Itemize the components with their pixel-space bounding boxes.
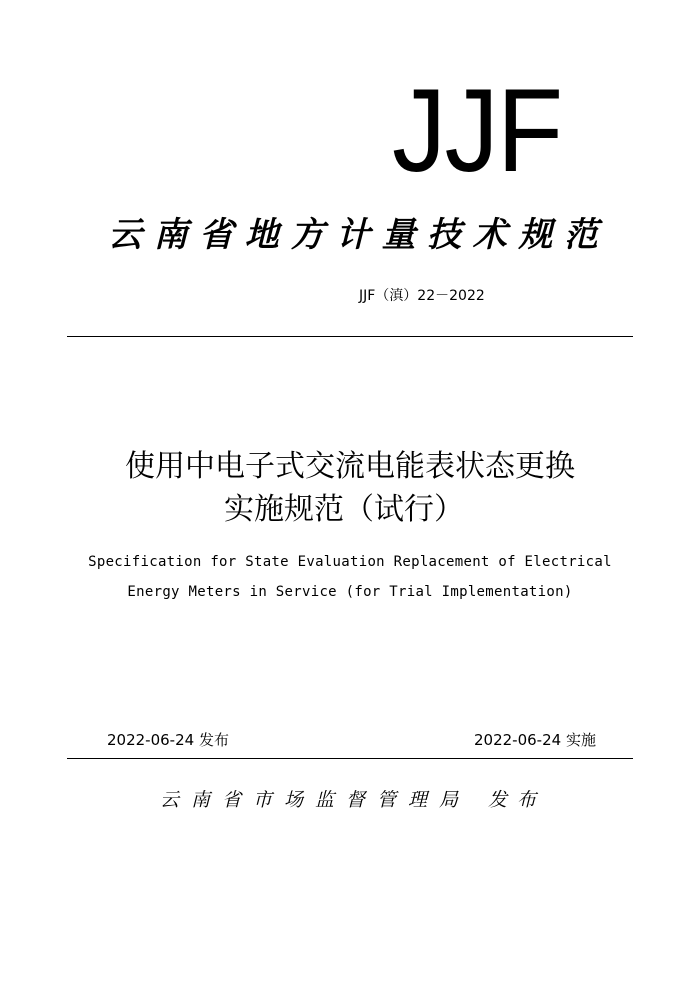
standard-type-char: 术	[472, 215, 507, 255]
issuer-char: 监	[314, 789, 334, 811]
issuing-authority	[158, 787, 546, 813]
issuer-char: 局	[438, 789, 458, 811]
issuer-char: 管	[376, 789, 396, 811]
bottom-divider	[67, 758, 633, 759]
issuer-char: 云	[159, 789, 179, 811]
issuer-char: 场	[283, 789, 303, 811]
title-cn-line-1: 使用中电子式交流电能表状态更换	[125, 449, 575, 484]
issuer-char: 理	[407, 789, 427, 811]
issuer-char: 市	[252, 789, 272, 811]
standard-type-char: 云	[108, 215, 142, 255]
title-en-line-2: Energy Meters in Service (for Trial Implementation)	[127, 584, 573, 600]
standard-type-heading	[108, 212, 598, 258]
implementation-date: 2022-06-24 实施	[474, 731, 596, 749]
issuer-char: 省	[221, 789, 241, 811]
title-cn-line-2: 实施规范（试行）	[224, 492, 464, 527]
standard-type-char: 南	[153, 215, 188, 255]
issuer-action: 发布	[488, 789, 547, 811]
top-divider	[67, 336, 633, 337]
standard-type-char: 地	[244, 215, 279, 255]
jjf-logo: JJF	[392, 65, 562, 197]
standard-type-char: 规	[518, 215, 553, 255]
issuer-char: 督	[345, 789, 365, 811]
standard-type-char: 范	[563, 215, 598, 255]
standard-type-char: 方	[290, 215, 325, 255]
standard-type-char: 计	[335, 215, 370, 255]
issue-date: 2022-06-24 发布	[107, 731, 229, 749]
standard-type-char: 量	[381, 215, 416, 255]
standard-type-char: 省	[199, 215, 234, 255]
issuer-char: 南	[190, 789, 210, 811]
standard-code: JJF（滇）22－2022	[359, 288, 485, 304]
standard-type-char: 技	[427, 215, 462, 255]
title-en-line-1: Specification for State Evaluation Replacement of Electrical	[88, 554, 612, 570]
